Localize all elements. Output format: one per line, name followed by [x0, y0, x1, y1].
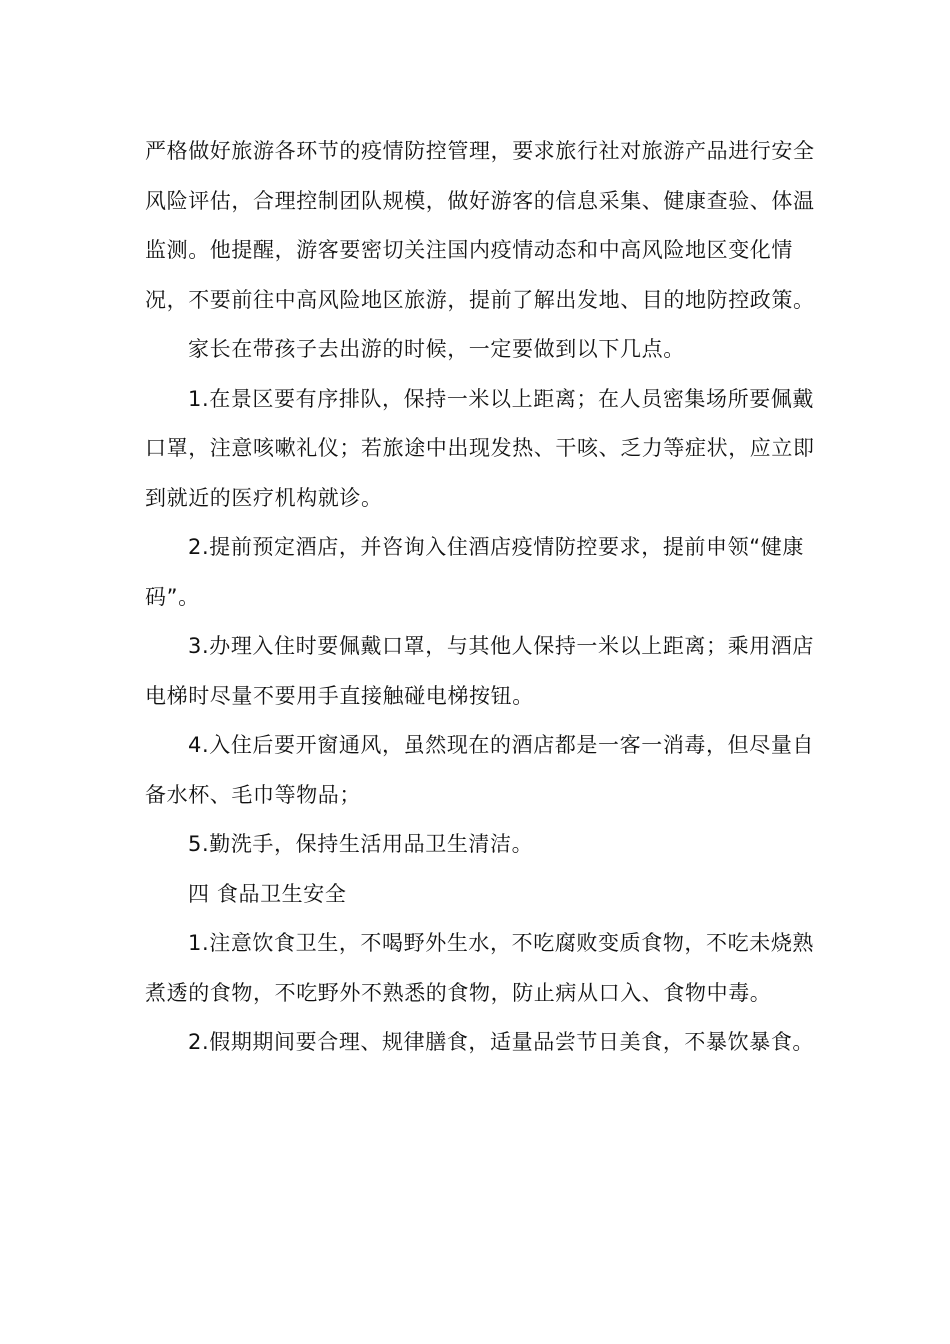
- section-heading-food-safety: 四 食品卫生安全: [188, 881, 347, 906]
- paragraph-parents-intro: 家长在带孩子去出游的时候，一定要做到以下几点。: [188, 337, 685, 361]
- document-body: [145, 127, 815, 1068]
- paragraph-travel-control: 严格做好旅游各环节的疫情防控管理，要求旅行社对旅游产品进行安全风险评估，合理控制团队规模，做好游客的信息采集、健康查验、体温监测。他提醒，游客要密切关注国内疫情动态和中高风险地区变化情况，不要前往中高风险地区旅游，提前了解出发地、目的地防控政策。: [145, 139, 815, 312]
- food-list-item-2: 2.假期期间要合理、规律膳食，适量品尝节日美食，不暴饮暴食。: [188, 1030, 815, 1054]
- list-item-4: 4.入住后要开窗通风，虽然现在的酒店都是一客一消毒，但尽量自备水杯、毛巾等物品；: [145, 733, 815, 807]
- list-item-3: 3.办理入住时要佩戴口罩，与其他人保持一米以上距离；乘用酒店电梯时尽量不要用手直接触碰电梯按钮。: [145, 634, 815, 708]
- list-item-1: 1.在景区要有序排队，保持一米以上距离；在人员密集场所要佩戴口罩，注意咳嗽礼仪；若旅途中出现发热、干咳、乏力等症状，应立即到就近的医疗机构就诊。: [145, 386, 815, 510]
- list-item-5: 5.勤洗手，保持生活用品卫生清洁。: [188, 832, 534, 856]
- food-list-item-1: 1.注意饮食卫生，不喝野外生水，不吃腐败变质食物，不吃未烧熟煮透的食物，不吃野外不熟悉的食物，防止病从口入、食物中毒。: [145, 931, 815, 1005]
- list-item-2: 2.提前预定酒店，并咨询入住酒店疫情防控要求，提前申领“健康码”。: [145, 535, 804, 609]
